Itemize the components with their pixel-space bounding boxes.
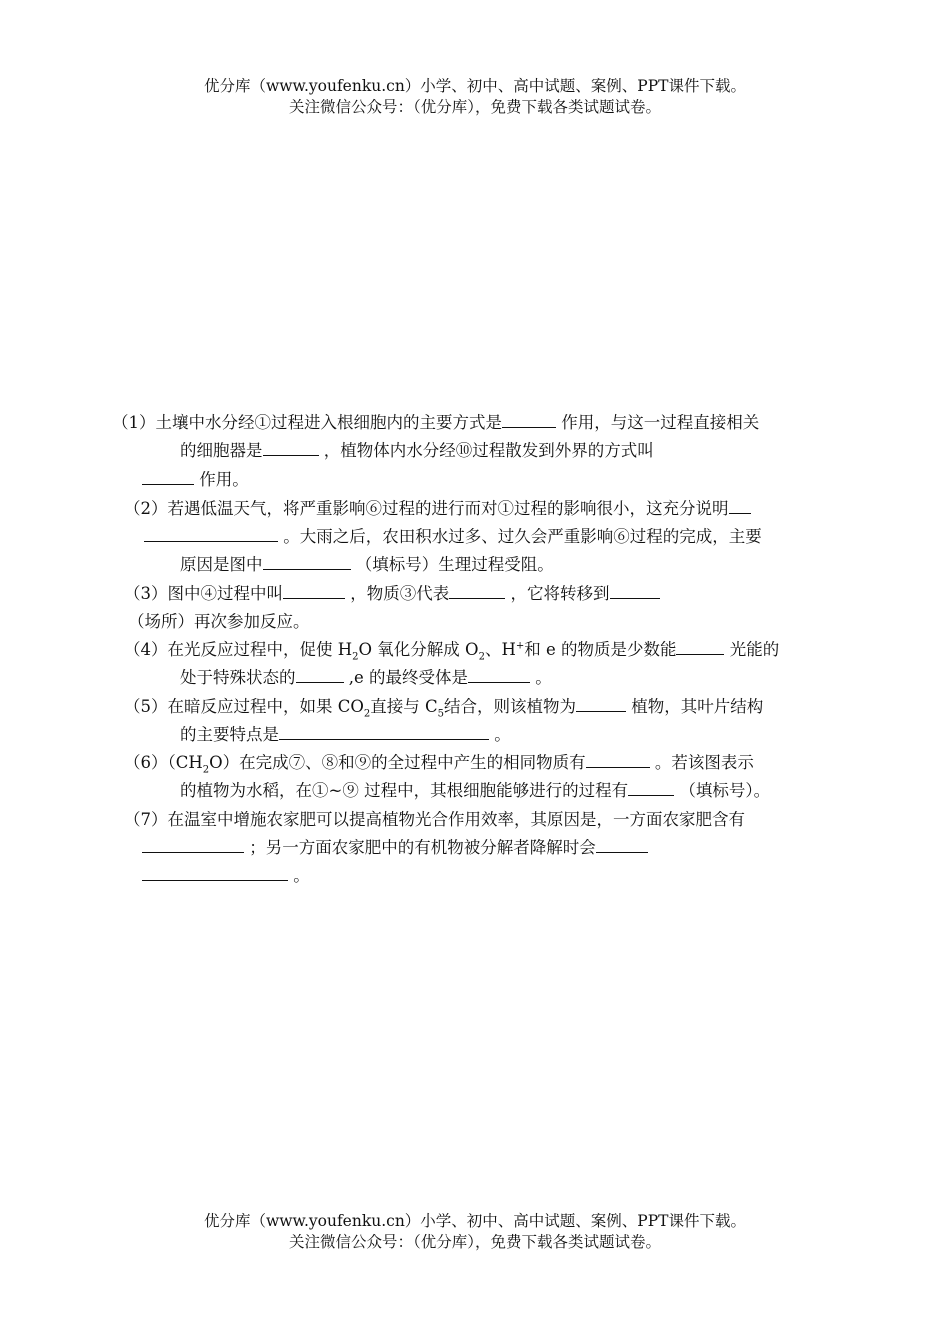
header-line-1: 优分库（www.youfenku.cn）小学、初中、高中试题、案例、PPT课件下载。 xyxy=(203,77,747,95)
q2-line-2: 。大雨之后，农田积水过多、过久会严重影响⑥过程的完成，主要 xyxy=(144,523,762,552)
q7-blank-2b[interactable] xyxy=(142,862,288,881)
header-line-2: 关注微信公众号：（优分库），免费下载各类试题试卷。 xyxy=(288,98,661,116)
q1-blank-1[interactable] xyxy=(502,409,556,428)
q2-line-3: 原因是图中 （填标号）生理过程受阻。 xyxy=(180,551,554,580)
q4-line-2: 处于特殊状态的 ,e 的最终受体是 。 xyxy=(180,664,552,693)
q3-blank-3[interactable] xyxy=(610,580,660,599)
q7-line-2: ；另一方面农家肥中的有机物被分解者降解时会 xyxy=(142,834,648,863)
q1-line-1: （1）土壤中水分经①过程进入根细胞内的主要方式是 作用，与这一过程直接相关 xyxy=(112,409,759,438)
q5-line-2: 的主要特点是 。 xyxy=(180,721,511,750)
q1-blank-3[interactable] xyxy=(142,466,194,485)
q3-line-1: （3）图中④过程中叫 ，物质③代表 ，它将转移到 xyxy=(124,580,660,609)
q6-blank-2[interactable] xyxy=(628,777,674,796)
q3-blank-1[interactable] xyxy=(283,580,345,599)
q2-blank-1a[interactable] xyxy=(729,495,751,514)
footer-line-2: 关注微信公众号：（优分库），免费下载各类试题试卷。 xyxy=(288,1233,661,1251)
q3-line-2: （场所）再次参加反应。 xyxy=(128,612,310,631)
q5-blank-2[interactable] xyxy=(279,721,489,740)
q6-line-2: 的植物为水稻，在①~⑨ 过程中，其根细胞能够进行的过程有 （填标号）。 xyxy=(180,777,770,806)
q1-blank-2[interactable] xyxy=(263,437,319,456)
q7-line-3: 。 xyxy=(142,862,310,891)
page-footer xyxy=(0,1211,950,1253)
footer-line-1: 优分库（www.youfenku.cn）小学、初中、高中试题、案例、PPT课件下载。 xyxy=(203,1212,747,1230)
q7-blank-2a[interactable] xyxy=(596,834,648,853)
q3-blank-2[interactable] xyxy=(449,580,505,599)
q6-blank-1[interactable] xyxy=(586,749,650,768)
q7-line-1: （7）在温室中增施农家肥可以提高植物光合作用效率，其原因是，一方面农家肥含有 xyxy=(124,810,745,829)
q6-line-1: $(6)(CH_2O)$在完成⑦、⑧和⑨的全过程中产生的相同物质有 。若该图表示 xyxy=(124,749,754,778)
q5-blank-1[interactable] xyxy=(576,693,626,712)
q2-line-1: （2）若遇低温天气，将严重影响⑥过程的进行而对①过程的影响很小，这充分说明 xyxy=(124,495,751,524)
q1-line-3: 作用。 xyxy=(142,466,249,495)
q2-blank-2[interactable] xyxy=(263,551,351,570)
page-header xyxy=(0,76,950,118)
q4-blank-2[interactable] xyxy=(296,664,344,683)
q4-blank-3[interactable] xyxy=(468,664,530,683)
q4-blank-1[interactable] xyxy=(676,636,724,655)
q7-blank-1[interactable] xyxy=(142,834,244,853)
q4-line-1: （4）在光反应过程中，促使 $H_2O$ 氧化分解成 $O_2$、H+和 e 的物质是少数能 光能的 xyxy=(124,636,779,665)
q2-blank-1b[interactable] xyxy=(144,523,278,542)
q1-line-2: 的细胞器是 ，植物体内水分经⑩过程散发到外界的方式叫 xyxy=(180,437,654,466)
q5-line-1: （5）在暗反应过程中，如果 $CO_2$直接与 $C_5$结合，则该植物为 植物，其叶片结构 xyxy=(124,693,763,722)
